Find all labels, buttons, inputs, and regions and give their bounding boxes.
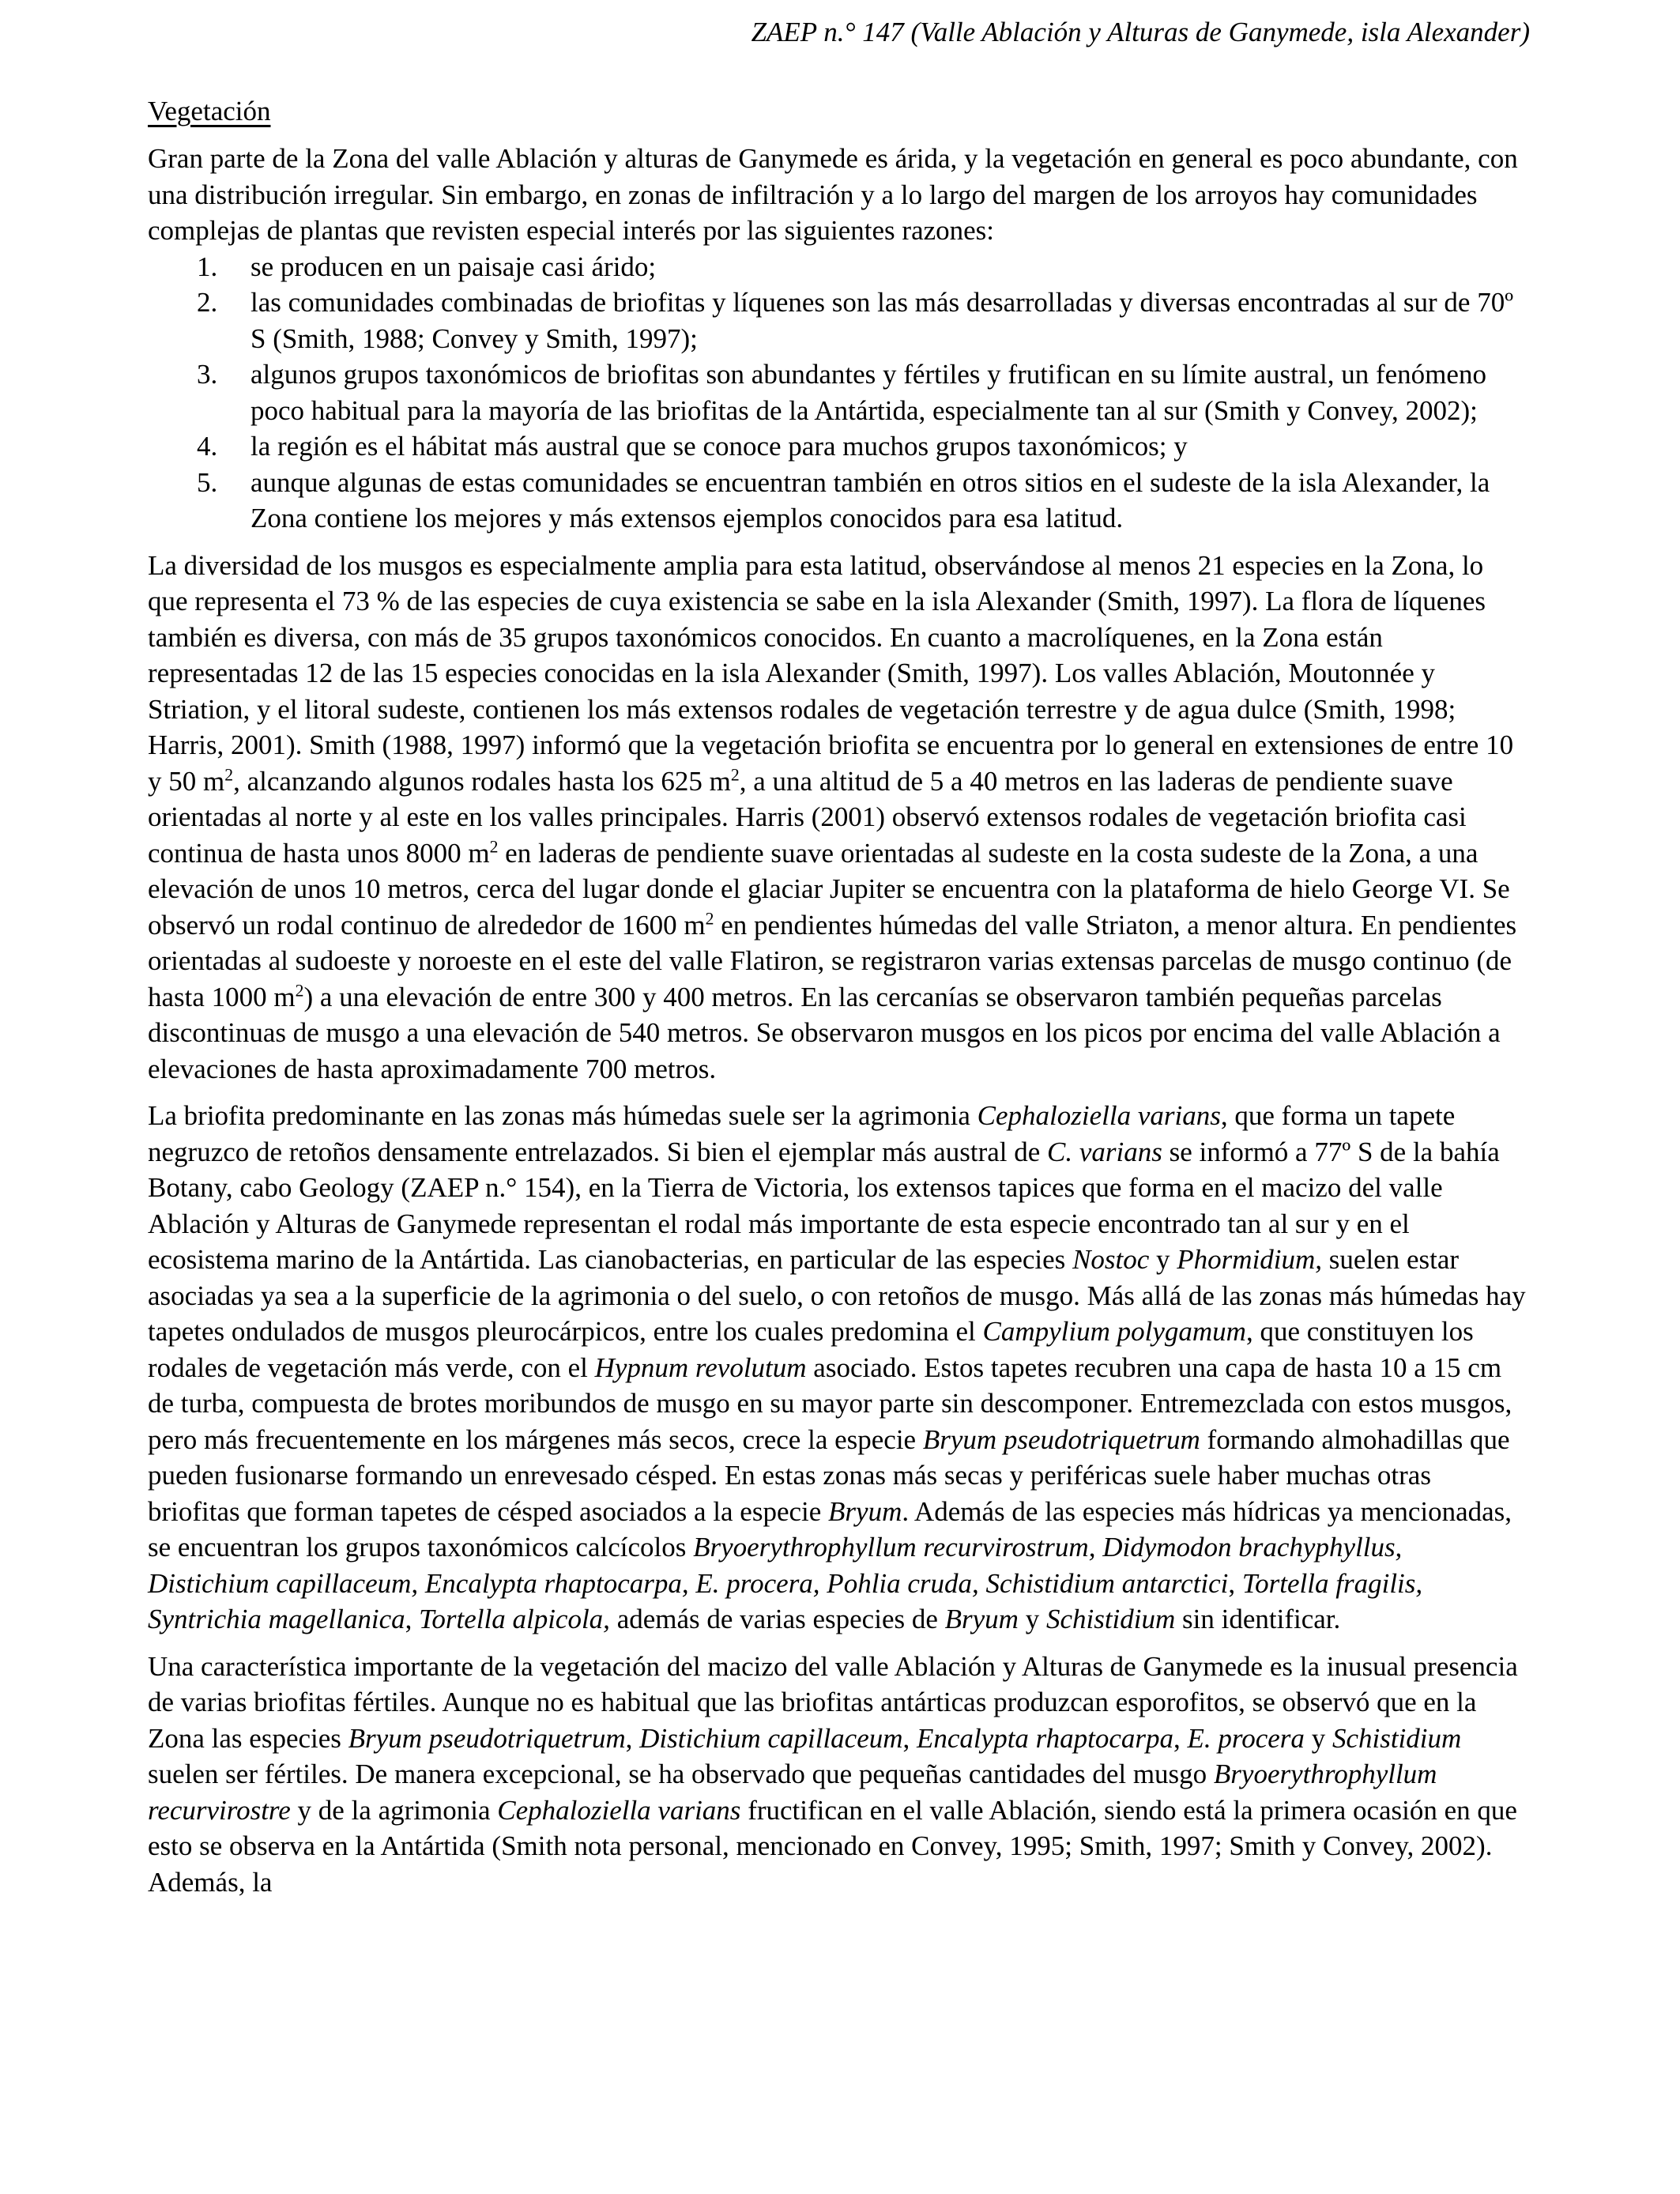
species-name: Cephaloziella varians: [497, 1794, 741, 1826]
list-item-number: 1.: [197, 251, 218, 282]
list-item-number: 3.: [197, 359, 218, 390]
text-run: y: [1149, 1244, 1177, 1275]
superscript: 2: [705, 908, 714, 928]
text-run: , alcanzando algunos rodales hasta los 625 m: [233, 765, 731, 797]
text-run: ,: [1228, 1567, 1242, 1599]
list-item-number: 5.: [197, 466, 218, 498]
list-item: [148, 428, 1529, 465]
text-run: se informó a 77º S de la bahía Botany, cabo Geology (ZAEP n.° 154), en la Tierra de Victoria, los extensos tapices que forma en el macizo del valle Ablación y Alturas de Ganymede representan el rodal más importante de esta especie encontrado tan al sur y en el ecosistema marino de la Antártida. Las cianobacterias, en particular de las especies: [148, 1136, 1500, 1275]
species-name: Schistidium: [1332, 1722, 1462, 1754]
text-run: ,: [405, 1604, 420, 1634]
list-item-number: 4.: [197, 431, 218, 462]
running-header: ZAEP n.° 147 (Valle Ablación y Alturas de Ganymede, isla Alexander): [751, 17, 1530, 47]
text-run: sin identificar.: [1175, 1604, 1341, 1634]
text-run: , que constituyen los rodales de vegetación más verde, con el: [148, 1316, 1474, 1383]
reasons-list: [148, 249, 1529, 537]
species-name: Tortella alpicola,: [419, 1604, 610, 1634]
section-heading-text: Vegetación: [148, 96, 271, 126]
list-item-text: se producen en un paisaje casi árido;: [250, 251, 657, 282]
superscript: 2: [489, 836, 499, 856]
list-item-number: 2.: [197, 287, 218, 318]
list-item: [148, 356, 1529, 428]
text-run: y: [1018, 1604, 1046, 1634]
superscript: 2: [224, 764, 234, 784]
list-item: [148, 249, 1529, 285]
species-name: Schistidium: [1045, 1604, 1176, 1634]
text-run: suelen ser fértiles. De manera excepcional, se ha observado que pequeñas cantidades del musgo: [148, 1759, 1214, 1789]
list-item-text: algunos grupos taxonómicos de briofitas son abundantes y fértiles y frutifican en su límite austral, un fenómeno poco habitual para la mayoría de las briofitas de la Antártida, especialmente tan al sur (Smith y Convey, 2002);: [250, 359, 1486, 426]
text-run: fructifican en el valle Ablación, siendo está la primera ocasión en que esto se observa en la Antártida (Smith nota personal, mencionado en Convey, 1995; Smith, 1997; Smith y Convey, 2002). Además, la: [148, 1794, 1517, 1898]
superscript: 2: [295, 980, 304, 1000]
text-run: . Además de las especies más hídricas ya mencionadas, se encuentran los grupos taxonómicos calcícolos: [148, 1495, 1512, 1563]
species-name: Tortella fragilis, Syntrichia magellanica: [148, 1567, 1423, 1634]
text-run: ,: [625, 1722, 640, 1754]
species-name: Bryoerythrophyllum recurvirostrum, Didymodon brachyphyllus, Distichium capillaceum, Encalypta rhaptocarpa, E. procera, Pohlia cruda, Schistidium antarctici: [148, 1532, 1403, 1599]
list-item-text: aunque algunas de estas comunidades se encuentran también en otros sitios en el sudeste de la isla Alexander, la Zona contiene los mejores y más extensos ejemplos conocidos para esa latitud.: [250, 466, 1490, 533]
text-run: y: [1304, 1722, 1332, 1754]
species-name: Encalypta rhaptocarpa: [917, 1722, 1174, 1754]
document-body: [148, 93, 1529, 1911]
fertile-bryophytes-paragraph: [148, 1649, 1529, 1901]
text-run: asociado. Estos tapetes recubren una capa de hasta 10 a 15 cm de turba, compuesta de brotes moribundos de musgo en su mayor parte sin descomponer. Entremezclada con estos musgos, pero más frecuentemente en los márgenes más secos, crece la especie: [148, 1351, 1512, 1455]
text-run: La briofita predominante en las zonas más húmedas suele ser la agrimonia: [148, 1100, 977, 1131]
list-item-text: las comunidades combinadas de briofitas y líquenes son las más desarrolladas y diversas encontradas al sur de 70º S (Smith, 1988; Convey y Smith, 1997);: [250, 287, 1514, 354]
text-run: , que forma un tapete negruzco de retoños densamente entrelazados. Si bien el ejemplar más austral de: [148, 1100, 1456, 1167]
text-run: ,: [902, 1722, 917, 1754]
species-name: Bryum pseudotriquetrum: [348, 1722, 626, 1754]
text-run: ) a una elevación de entre 300 y 400 metros. En las cercanías se observaron también pequeñas parcelas discontinuas de musgo a una elevación de 540 metros. Se observaron musgos en los picos por encima del valle Ablación a elevaciones de hasta aproximadamente 700 metros.: [148, 981, 1501, 1084]
text-run: en laderas de pendiente suave orientadas al sudeste en la costa sudeste de la Zona, a una elevación de unos 10 metros, cerca del lugar donde el glaciar Jupiter se encuentra con la plataforma de hielo George VI. Se observó un rodal continuo de alrededor de 1600 m: [148, 837, 1510, 941]
species-name: Bryum: [944, 1604, 1019, 1634]
moss-diversity-paragraph: [148, 548, 1529, 1088]
list-item: [148, 465, 1529, 537]
species-name: Nostoc: [1072, 1244, 1150, 1275]
species-name: Bryum pseudotriquetrum: [922, 1423, 1200, 1455]
text-run: ,: [1173, 1722, 1188, 1754]
species-name: C. varians: [1047, 1136, 1162, 1167]
species-name: E. procera: [1187, 1722, 1305, 1754]
species-name: Campylium polygamum: [982, 1316, 1246, 1347]
species-name: Cephaloziella varians: [977, 1100, 1221, 1131]
dominant-bryophyte-paragraph: [148, 1098, 1529, 1638]
text-run: La diversidad de los musgos es especialmente amplia para esta latitud, observándose al menos 21 especies en la Zona, lo que representa el 73 % de las especies de cuya existencia se sabe en la isla Alexander (Smith, 1997). La flora de líquenes también es diversa, con más de 35 grupos taxonómicos conocidos. En cuanto a macrolíquenes, en la Zona están representadas 12 de las 15 especies conocidas en la isla Alexander (Smith, 1997). Los valles Ablación, Moutonnée y Striation, y el litoral sudeste, contienen los más extensos rodales de vegetación terrestre y de agua dulce (Smith, 1998; Harris, 2001). Smith (1988, 1997) informó que la vegetación briofita se encuentra por lo general en extensiones de entre 10 y 50 m: [148, 549, 1514, 797]
list-item: [148, 285, 1529, 356]
text-run: Una característica importante de la vegetación del macizo del valle Ablación y Alturas de Ganymede es la inusual presencia de varias briofitas fértiles. Aunque no es habitual que las briofitas antárticas produzcan esporofitos, se observó que en la Zona las especies: [148, 1650, 1518, 1754]
species-name: Bryoerythrophyllum recurvirostre: [148, 1759, 1437, 1826]
superscript: 2: [730, 764, 740, 784]
text-run: formando almohadillas que pueden fusionarse formando un enrevesado césped. En estas zonas más secas y periféricas suele haber muchas otras briofitas que forman tapetes de césped asociados a la especie: [148, 1423, 1510, 1527]
text-run: suelen estar asociadas ya sea a la superficie de la agrimonia o del suelo, o con retoños de musgo. Más allá de las zonas más húmedas hay tapetes ondulados de musgos pleurocárpicos, entre los cuales predomina el: [148, 1244, 1526, 1347]
species-name: Hypnum revolutum: [594, 1351, 807, 1383]
text-run: en pendientes húmedas del valle Striaton, a menor altura. En pendientes orientadas al sudoeste y noroeste en el este del valle Flatiron, se registraron varias extensas parcelas de musgo continuo (de hasta 1000 m: [148, 909, 1517, 1012]
text-run: y de la agrimonia: [290, 1794, 498, 1826]
text-run: además de varias especies de: [609, 1604, 945, 1634]
species-name: Bryum: [828, 1495, 902, 1527]
list-item-text: la región es el hábitat más austral que se conoce para muchos grupos taxonómicos; y: [250, 431, 1188, 462]
section-heading: [148, 93, 1529, 129]
text-run: , a una altitud de 5 a 40 metros en las laderas de pendiente suave orientadas al norte y al este en los valles principales. Harris (2001) observó extensos rodales de vegetación briofita casi continua de hasta unos 8000 m: [148, 765, 1467, 869]
intro-paragraph: Gran parte de la Zona del valle Ablación y alturas de Ganymede es árida, y la vegetación en general es poco abundante, con una distribución irregular. Sin embargo, en zonas de infiltración y a lo largo del margen de los arroyos hay comunidades complejas de plantas que revisten especial interés por las siguientes razones:: [148, 143, 1518, 246]
species-name: Distichium capillaceum: [639, 1722, 903, 1754]
species-name: Phormidium,: [1177, 1244, 1323, 1275]
